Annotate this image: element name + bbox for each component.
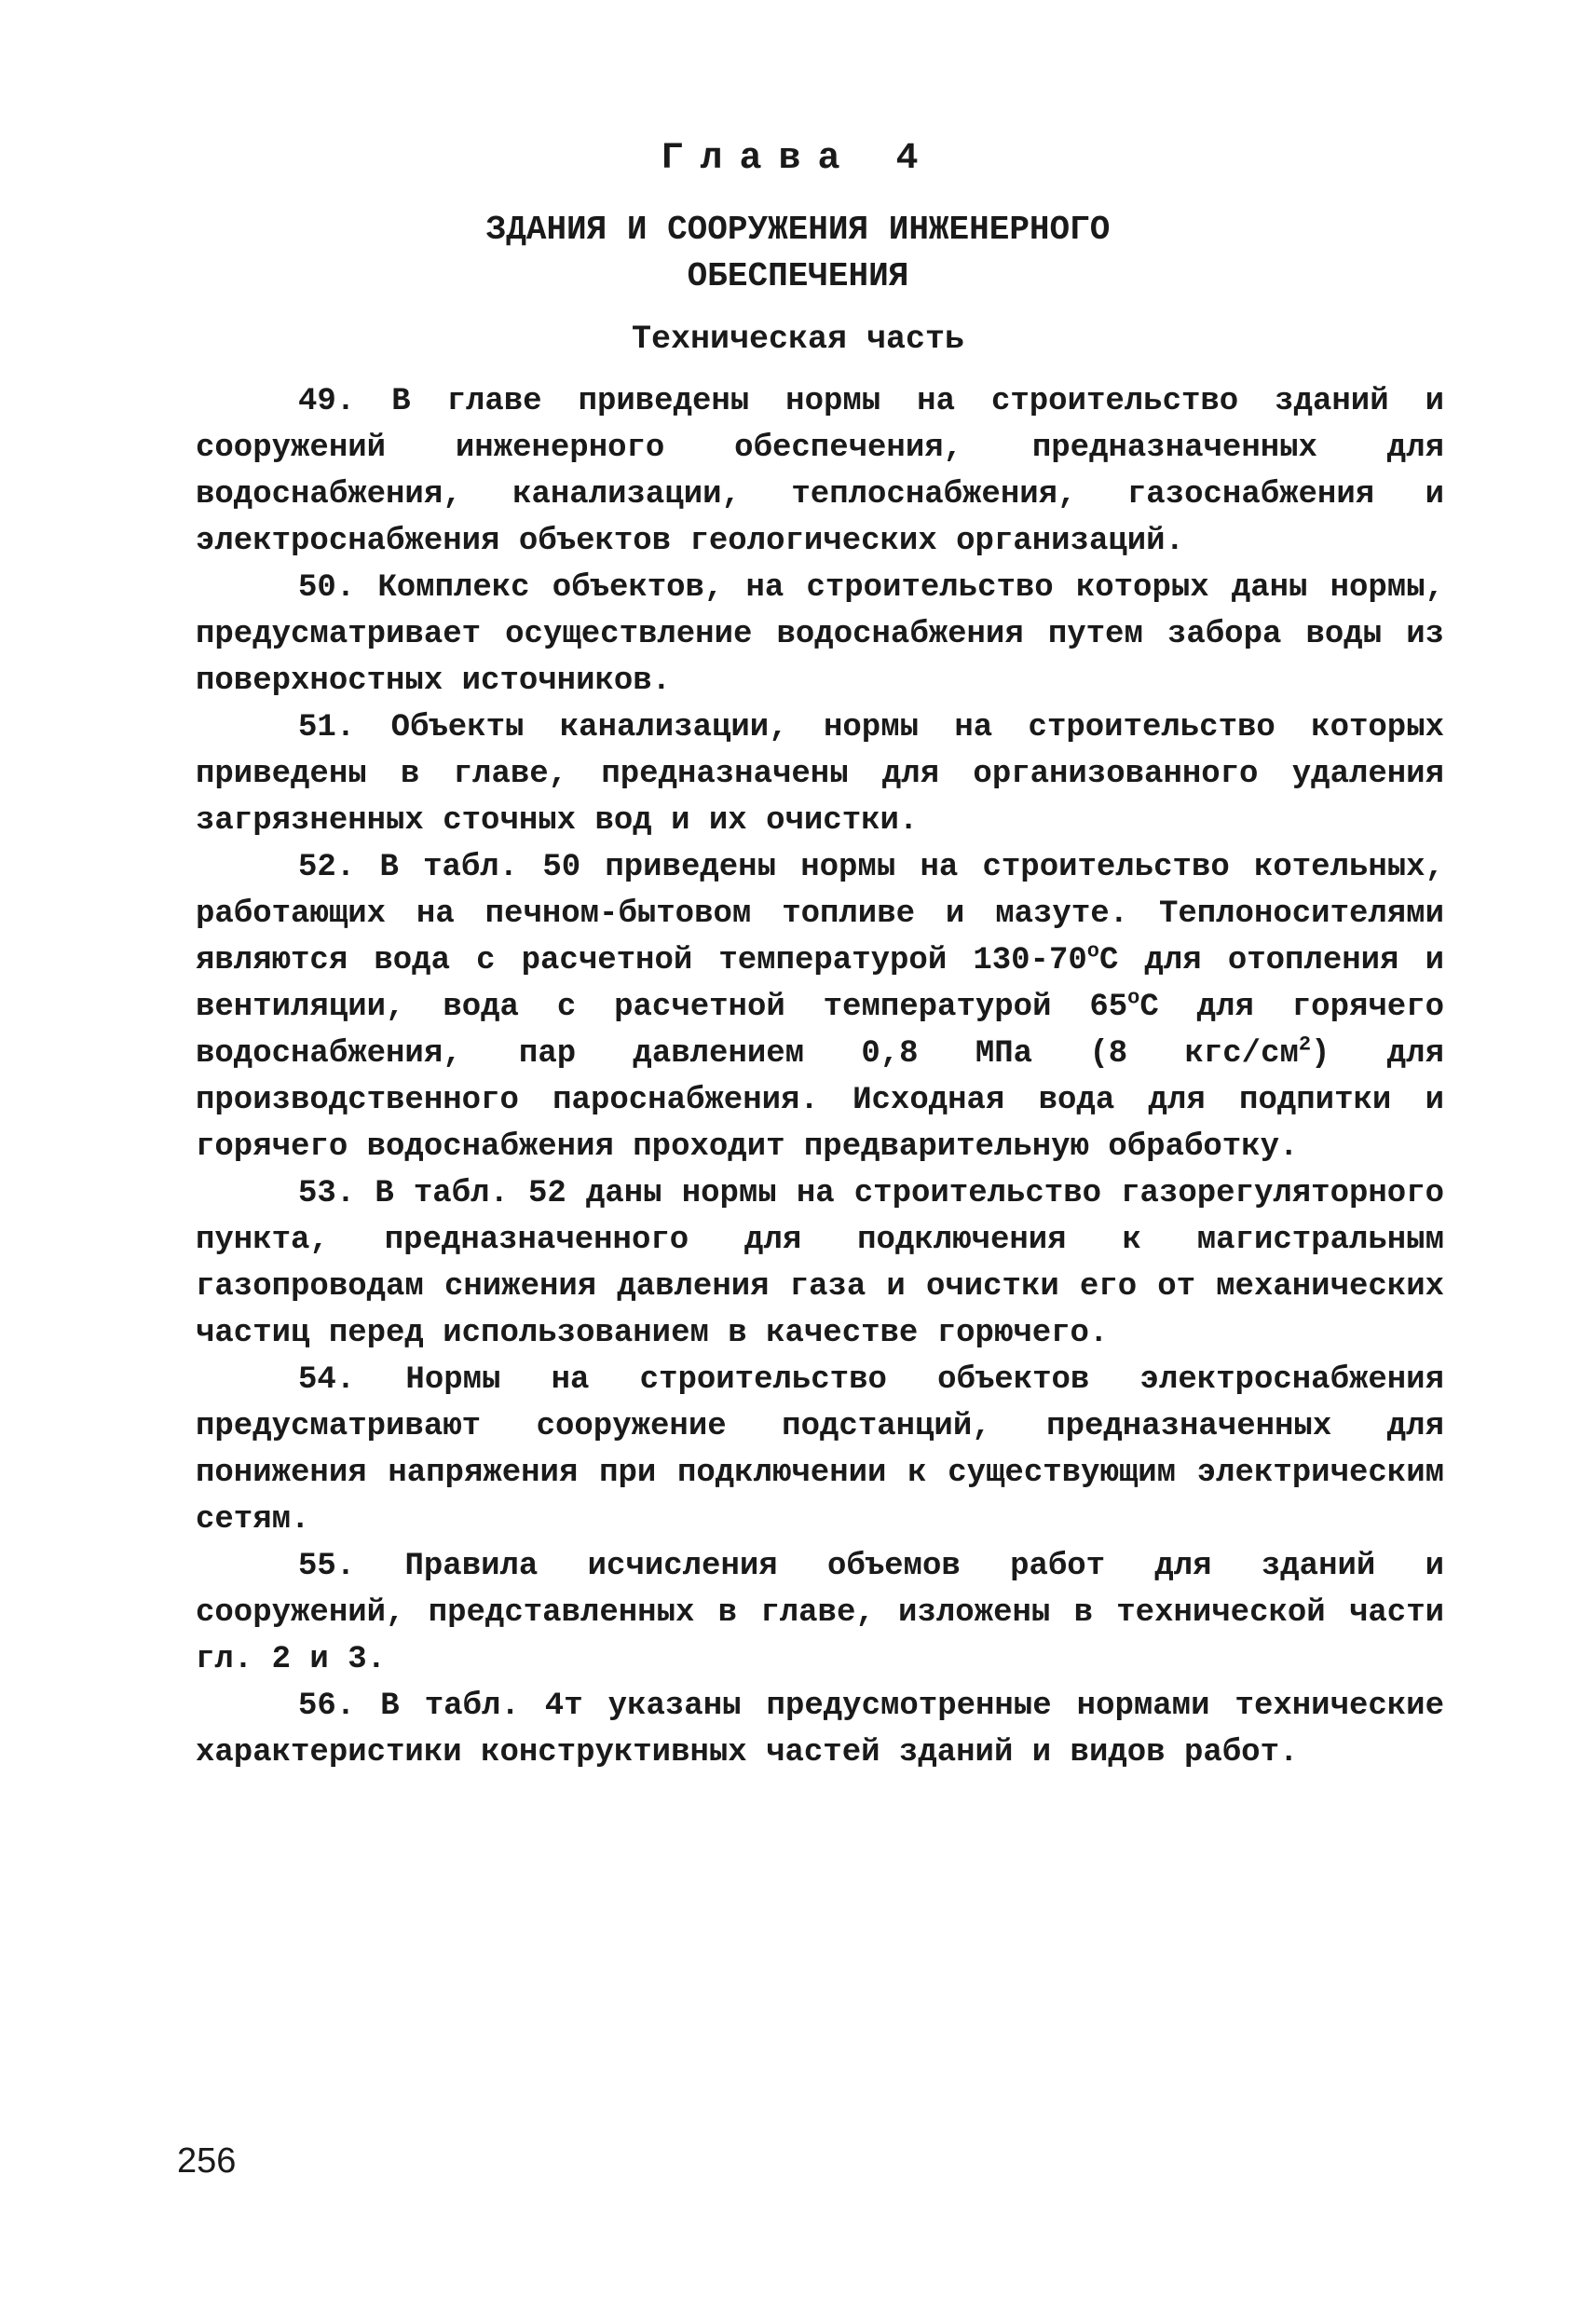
degree-superscript-1: o xyxy=(1086,939,1099,964)
paragraph-53: 53. В табл. 52 даны нормы на строительство газорегуляторного пункта, предназначенного для подключения к магистральным газопроводам снижения давления газа и очистки его от механических частиц перед использованием в качестве горючего. xyxy=(196,1176,1444,1351)
body-text xyxy=(196,378,1444,1776)
chapter-title-line-2: ОБЕСПЕЧЕНИЯ xyxy=(687,257,909,295)
paragraph-52-part-3: С для горячего водоснабжения, пар давлением 0,8 МПа (8 кгс/см xyxy=(196,990,1444,1072)
square-superscript: 2 xyxy=(1298,1032,1312,1057)
degree-superscript-2: o xyxy=(1127,986,1140,1010)
paragraph-51: 51. Объекты канализации, нормы на строительство которых приведены в главе, предназначены для организованного удаления загрязненных сточных вод и их очистки. xyxy=(196,710,1444,839)
chapter-label: Глава 4 xyxy=(661,138,935,180)
page-number: 256 xyxy=(177,2141,237,2181)
paragraph-55: 55. Правила исчисления объемов работ для зданий и сооружений, представленных в главе, изложены в технической части гл. 2 и 3. xyxy=(196,1549,1444,1677)
paragraph-49: 49. В главе приведены нормы на строительство зданий и сооружений инженерного обеспечения, предназначенных для водоснабжения, канализации, теплоснабжения, газоснабжения и электроснабжения объектов геологических организаций. xyxy=(196,384,1444,559)
paragraph-52-part-4: ) для производственного пароснабжения. Исходная вода для подпитки и горячего водоснабжения проходит предварительную обработку. xyxy=(196,1036,1444,1165)
section-title: Техническая часть xyxy=(631,321,965,358)
paragraph-54: 54. Нормы на строительство объектов электроснабжения предусматривают сооружение подстанций, предназначенных для понижения напряжения при подключении к существующим электрическим сетям. xyxy=(196,1362,1444,1538)
paragraph-50: 50. Комплекс объектов, на строительство которых даны нормы, предусматривает осуществление водоснабжения путем забора воды из поверхностных источников. xyxy=(196,570,1444,699)
paragraph-52 xyxy=(196,844,1444,1170)
paragraph-56: 56. В табл. 4т указаны предусмотренные нормами технические характеристики конструктивных частей зданий и видов работ. xyxy=(196,1689,1444,1771)
paragraph-52-part-2: С для отопления и вентиляции, вода с расчетной температурой 65 xyxy=(196,943,1444,1025)
chapter-title-line-1: ЗДАНИЯ И СООРУЖЕНИЯ ИНЖЕНЕРНОГО xyxy=(485,211,1111,249)
chapter-title xyxy=(0,207,1596,300)
paragraph-52-part-1: 52. В табл. 50 приведены нормы на строительство котельных, работающих на печном-бытовом топливе и мазуте. Теплоносителями являются вода с расчетной температурой 130-70 xyxy=(196,850,1444,978)
